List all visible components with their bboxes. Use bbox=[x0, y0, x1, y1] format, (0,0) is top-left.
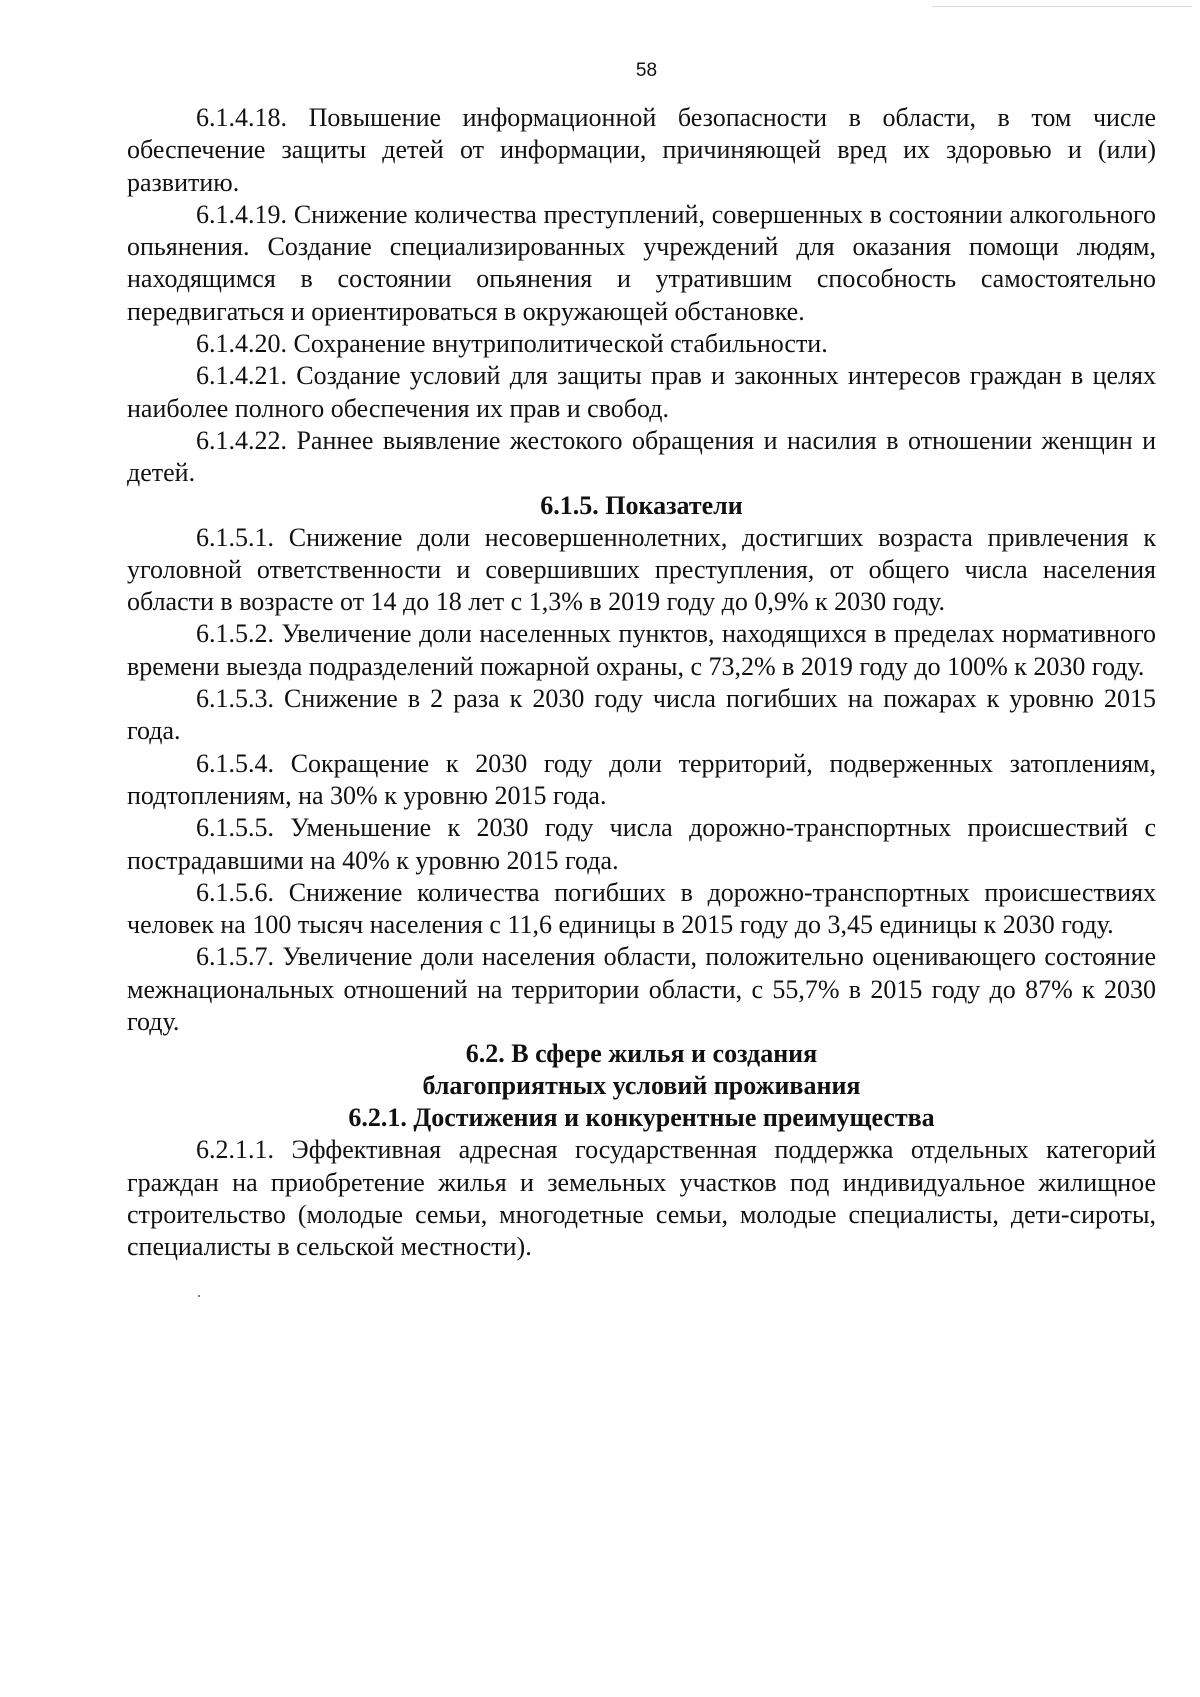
paragraph-6-1-4-22: 6.1.4.22. Раннее выявление жестокого обращения и насилия в отношении женщин и детей. bbox=[127, 425, 1156, 488]
document-page bbox=[127, 60, 1156, 1264]
section-heading-6-2-line1: 6.2. В сфере жилья и создания bbox=[465, 1039, 818, 1069]
paragraph-6-1-4-19: 6.1.4.19. Снижение количества преступлений, совершенных в состоянии алкогольного опьянения. Создание специализированных учреждений для оказания помощи людям, находящимся в состоянии опьянения и утратившим способность самостоятельно передвигаться и ориентироваться в окружающей обстановке. bbox=[127, 199, 1156, 326]
scan-edge-mark bbox=[932, 0, 1192, 7]
paragraph-6-1-5-5: 6.1.5.5. Уменьшение к 2030 году числа дорожно-транспортных происшествий с пострадавшими на 40% к уровню 2015 года. bbox=[127, 813, 1156, 875]
paragraph-6-1-5-7: 6.1.5.7. Увеличение доли населения области, положительно оценивающего состояние межнациональных отношений на территории области, с 55,7% в 2015 году до 87% к 2030 году. bbox=[127, 942, 1156, 1037]
paragraph-6-1-4-18: 6.1.4.18. Повышение информационной безопасности в области, в том числе обеспечение защиты детей от информации, причиняющей вред их здоровью и (или) развитию. bbox=[127, 103, 1156, 197]
paragraph-6-1-5-6: 6.1.5.6. Снижение количества погибших в дорожно-транспортных происшествиях человек на 100 тысяч населения с 11,6 единицы в 2015 году до 3,45 единицы к 2030 году. bbox=[127, 877, 1156, 940]
paragraph-6-2-1-1: 6.2.1.1. Эффективная адресная государственная поддержка отдельных категорий граждан на приобретение жилья и земельных участков под индивидуальное жилищное строительство (молодые семьи, многодетные семьи, молодые специалисты, дети-сироты, специалисты в сельской местности). bbox=[127, 1135, 1156, 1262]
paragraph-6-1-5-4: 6.1.5.4. Сокращение к 2030 году доли территорий, подверженных затоплениям, подтоплениям, на 30% к уровню 2015 года. bbox=[127, 748, 1156, 810]
section-heading-6-2 bbox=[127, 1038, 1156, 1102]
paragraph-6-1-4-21: 6.1.4.21. Создание условий для защиты прав и законных интересов граждан в целях наиболее полного обеспечения их прав и свобод. bbox=[127, 361, 1156, 423]
section-heading-6-2-1: 6.2.1. Достижения и конкурентные преимущества bbox=[348, 1103, 935, 1133]
section-heading-6-2-line2: благоприятных условий проживания bbox=[422, 1071, 861, 1101]
paragraph-6-1-5-2: 6.1.5.2. Увеличение доли населенных пунктов, находящихся в пределах нормативного времени выезда подразделений пожарной охраны, с 73,2% в 2019 году до 100% к 2030 году. bbox=[127, 619, 1156, 681]
scan-speck bbox=[198, 1295, 200, 1297]
paragraph-6-1-5-1: 6.1.5.1. Снижение доли несовершеннолетних, достигших возраста привлечения к уголовной ответственности и совершивших преступления, от общего числа населения области в возрасте от 14 до 18 лет с 1,3% в 2019 году до 0,9% к 2030 году. bbox=[127, 522, 1156, 617]
page-number: 58 bbox=[635, 60, 658, 81]
paragraph-6-1-4-20: 6.1.4.20. Сохранение внутриполитической стабильности. bbox=[196, 329, 828, 359]
paragraph-6-1-5-3: 6.1.5.3. Снижение в 2 раза к 2030 году числа погибших на пожарах к уровню 2015 года. bbox=[127, 684, 1156, 746]
section-heading-6-1-5: 6.1.5. Показатели bbox=[540, 490, 743, 520]
